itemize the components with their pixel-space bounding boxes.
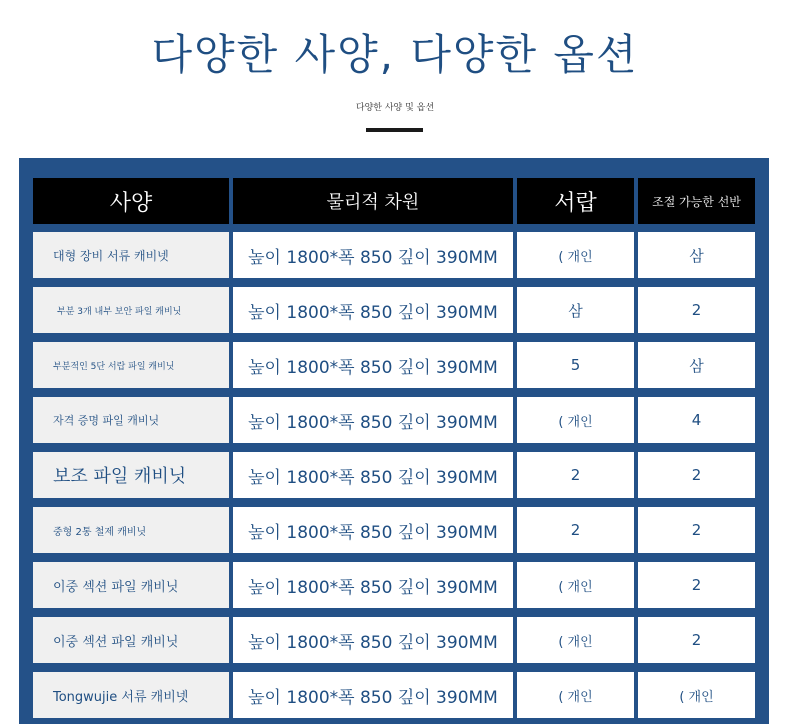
row-6-shelves: 2	[638, 507, 755, 553]
row-7-name: 이중 섹션 파일 캐비닛	[33, 562, 229, 608]
row-4-dimension: 높이 1800*폭 850 깊이 390MM	[233, 397, 513, 443]
row-5-drawers: 2	[517, 452, 634, 498]
row-4-name: 자격 증명 파일 캐비닛	[33, 397, 229, 443]
row-7-shelves: 2	[638, 562, 755, 608]
row-6-name: 중형 2통 철제 캐비닛	[33, 507, 229, 553]
row-9-drawers: ( 개인	[517, 672, 634, 718]
spec-table	[19, 158, 769, 724]
header-dimension: 물리적 차원	[233, 178, 513, 224]
row-1-drawers: ( 개인	[517, 232, 634, 278]
title-divider	[366, 128, 423, 132]
row-2-dimension: 높이 1800*폭 850 깊이 390MM	[233, 287, 513, 333]
row-6-dimension: 높이 1800*폭 850 깊이 390MM	[233, 507, 513, 553]
header-shelves: 조절 가능한 선반	[638, 178, 755, 224]
page-subtitle: 다양한 사양 및 옵션	[355, 103, 435, 113]
header-spec: 사양	[33, 178, 229, 224]
row-2-name: 부분 3개 내부 보안 파일 캐비닛	[33, 287, 229, 333]
row-9-name: Tongwujie 서류 캐비넷	[33, 672, 229, 718]
row-2-shelves: 2	[638, 287, 755, 333]
row-1-name: 대형 장비 서류 캐비넷	[33, 232, 229, 278]
row-4-shelves: 4	[638, 397, 755, 443]
row-9-shelves: ( 개인	[638, 672, 755, 718]
row-3-dimension: 높이 1800*폭 850 깊이 390MM	[233, 342, 513, 388]
row-5-dimension: 높이 1800*폭 850 깊이 390MM	[233, 452, 513, 498]
row-3-shelves: 삼	[638, 342, 755, 388]
row-8-shelves: 2	[638, 617, 755, 663]
row-1-shelves: 삼	[638, 232, 755, 278]
row-9-dimension: 높이 1800*폭 850 깊이 390MM	[233, 672, 513, 718]
header-drawers: 서랍	[517, 178, 634, 224]
row-2-drawers: 삼	[517, 287, 634, 333]
row-8-name: 이중 섹션 파일 캐비닛	[33, 617, 229, 663]
row-3-drawers: 5	[517, 342, 634, 388]
row-4-drawers: ( 개인	[517, 397, 634, 443]
row-6-drawers: 2	[517, 507, 634, 553]
row-7-dimension: 높이 1800*폭 850 깊이 390MM	[233, 562, 513, 608]
page-title: 다양한 사양, 다양한 옵션	[151, 30, 639, 79]
row-5-name: 보조 파일 캐비닛	[33, 452, 229, 498]
row-3-name: 부분적인 5단 서랍 파일 캐비닛	[33, 342, 229, 388]
row-1-dimension: 높이 1800*폭 850 깊이 390MM	[233, 232, 513, 278]
row-8-dimension: 높이 1800*폭 850 깊이 390MM	[233, 617, 513, 663]
row-5-shelves: 2	[638, 452, 755, 498]
row-8-drawers: ( 개인	[517, 617, 634, 663]
row-7-drawers: ( 개인	[517, 562, 634, 608]
